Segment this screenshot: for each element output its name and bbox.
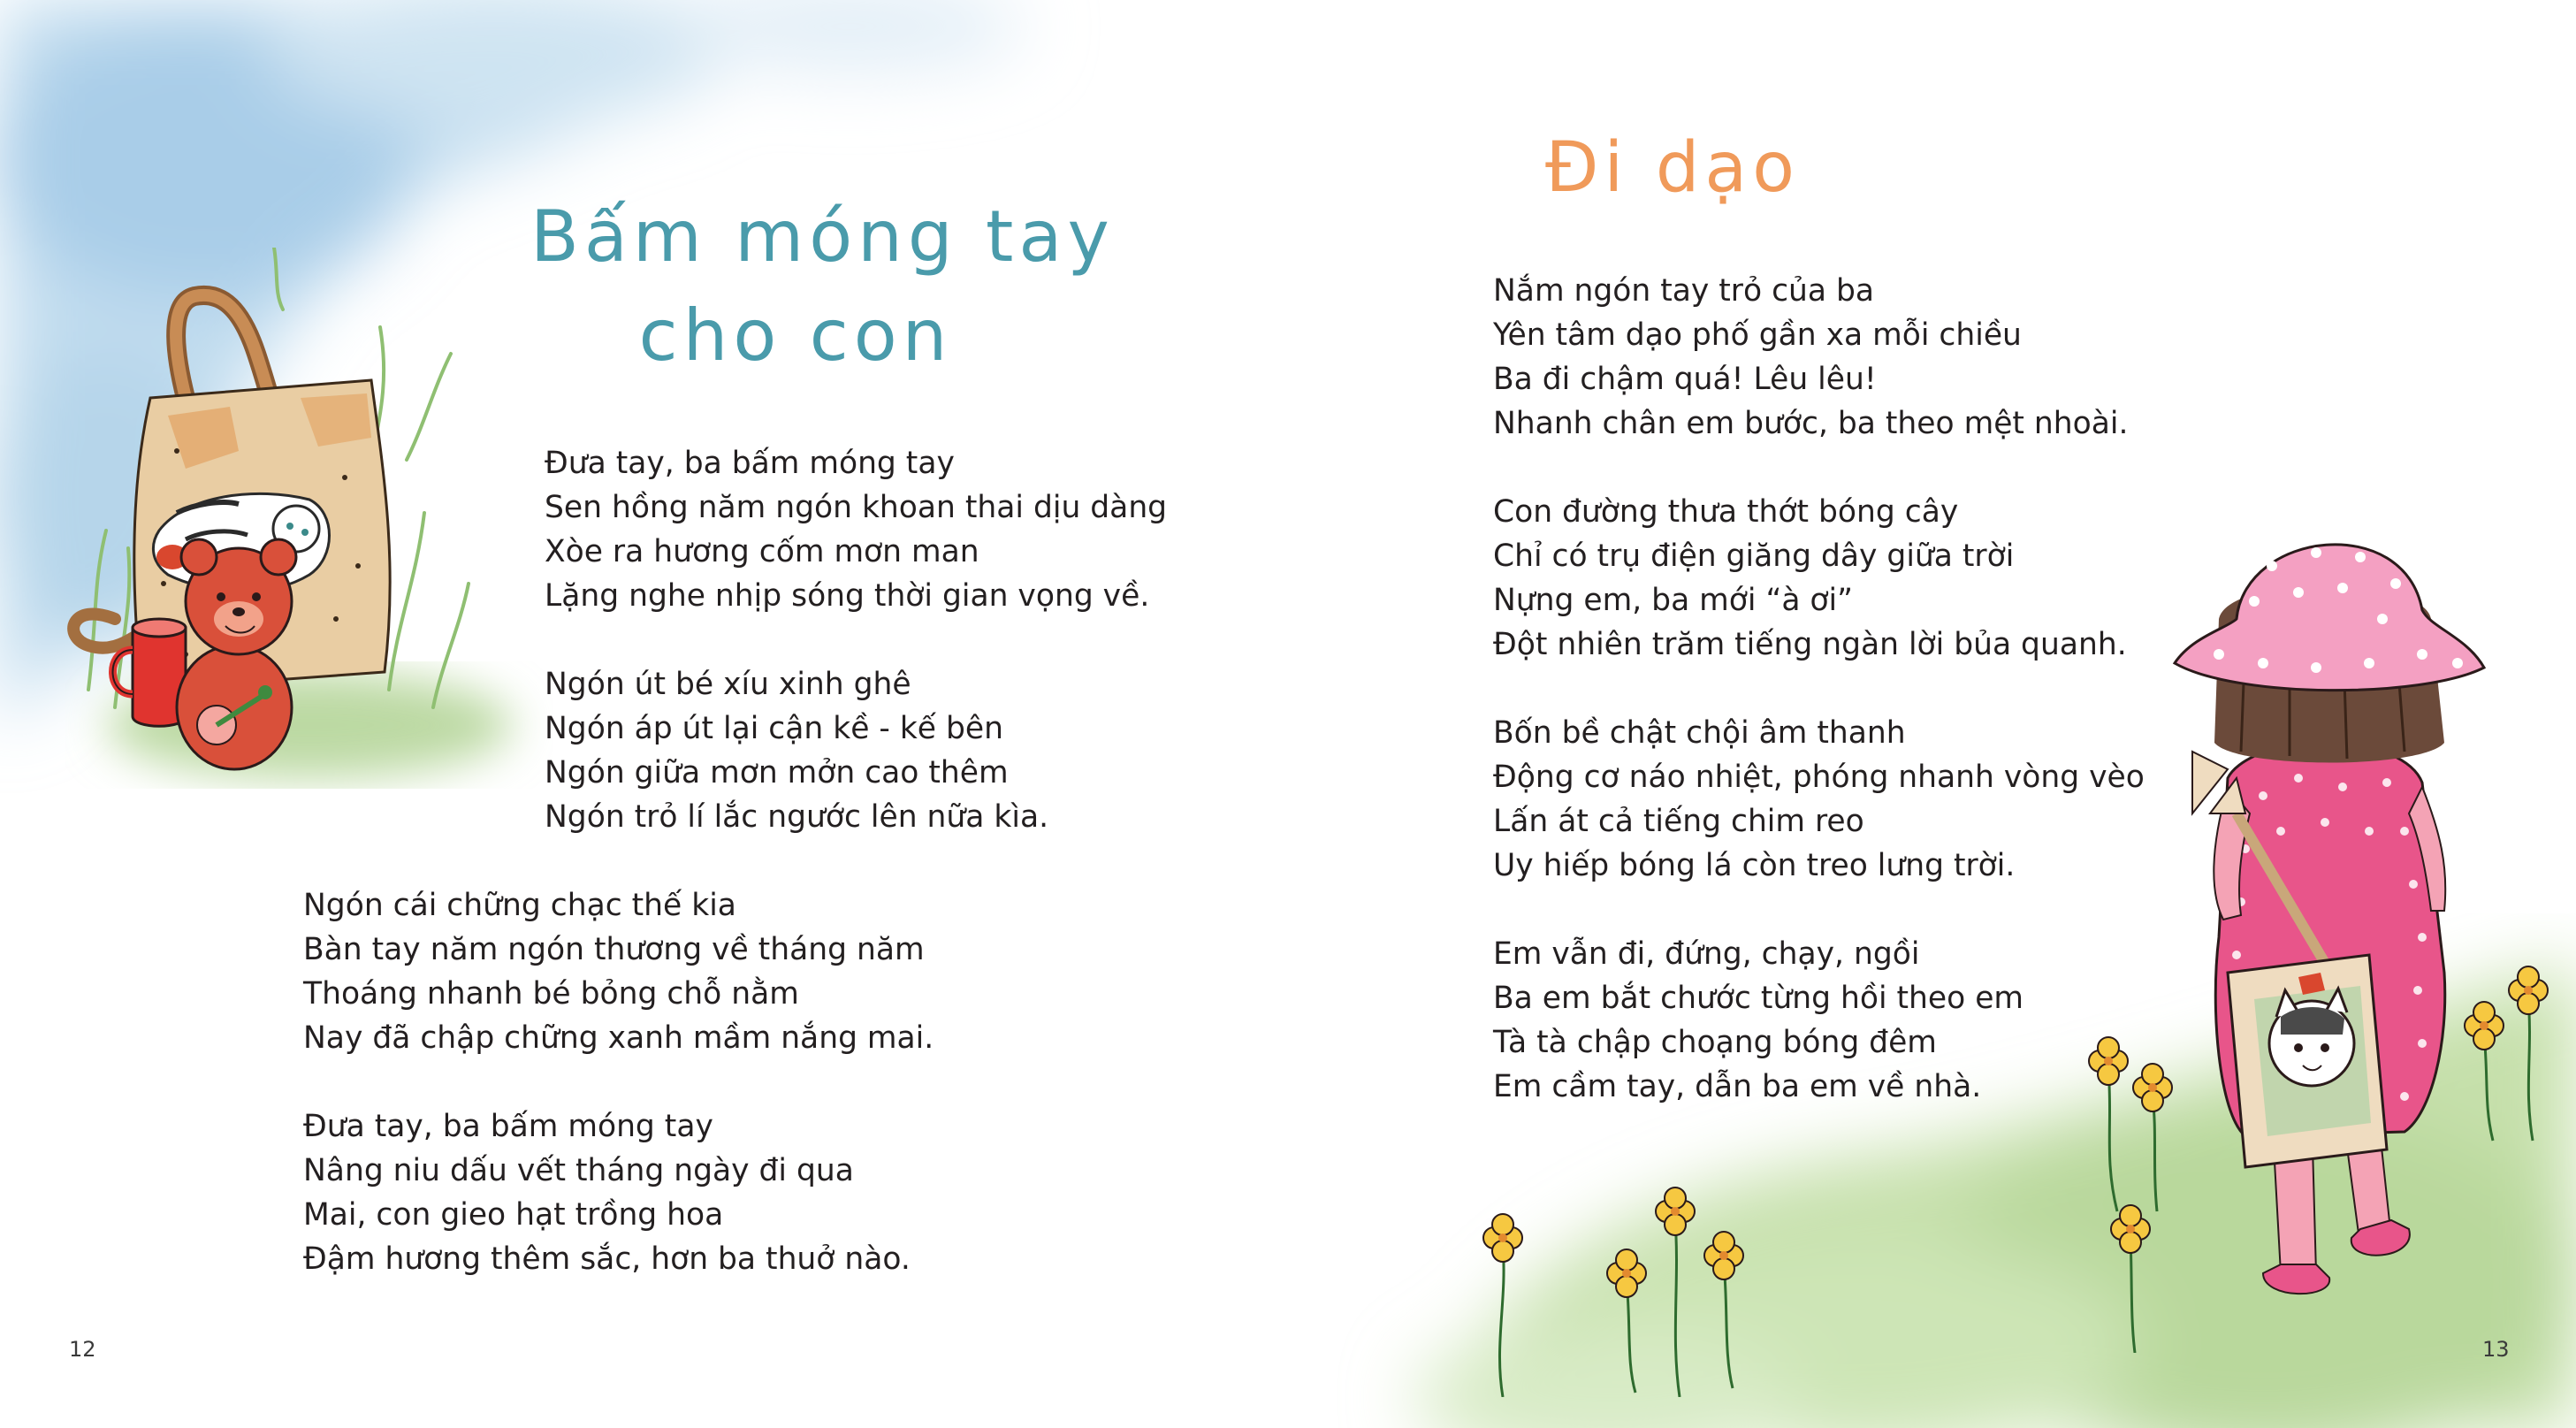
- poem-line: Đậm hương thêm sắc, hơn ba thuở nào.: [303, 1241, 911, 1277]
- left-stanza-3: [303, 883, 934, 1060]
- poem-line: Con đường thưa thớt bóng cây: [1493, 494, 1959, 530]
- poem-line: Đột nhiên trăm tiếng ngàn lời bủa quanh.: [1493, 627, 2127, 662]
- poem-line: Ngón cái chững chạc thế kia: [303, 888, 736, 923]
- right-poem: [1493, 269, 2145, 1109]
- poem-line: Ngón út bé xíu xinh ghê: [545, 667, 911, 702]
- poem-line: Lấn át cả tiếng chim reo: [1493, 804, 1864, 839]
- poem-line: Bàn tay năm ngón thương về tháng năm: [303, 932, 925, 967]
- left-stanza-4: [303, 1104, 934, 1281]
- yellow-flowers: [1483, 1187, 1743, 1297]
- left-poem-upper: [545, 441, 1167, 839]
- flower-cluster-right-2: [2440, 955, 2572, 1149]
- tote-bag-illustration: [53, 248, 513, 822]
- girl-bag-cat: [2254, 973, 2371, 1136]
- right-stanza-1: [1493, 269, 2145, 446]
- poem-line: Tà tà chập choạng bóng đêm: [1493, 1025, 1937, 1060]
- poem-line: Nắm ngón tay trỏ của ba: [1493, 273, 1875, 309]
- poem-line: Ba em bắt chước từng hồi theo em: [1493, 981, 2024, 1016]
- right-stanza-3: [1493, 711, 2145, 888]
- poem-line: Ngón áp út lại cận kề - kế bên: [545, 711, 1003, 746]
- poem-line: Nựng em, ba mới “à ơi”: [1493, 583, 1853, 618]
- poem-line: Sen hồng năm ngón khoan thai dịu dàng: [545, 490, 1168, 525]
- right-poem-title: Đi dạo: [1545, 128, 1800, 208]
- left-poem-lower: [303, 883, 934, 1281]
- poem-line: Uy hiếp bóng lá còn treo lưng trời.: [1493, 848, 2016, 883]
- poem-line: Thoáng nhanh bé bỏng chỗ nằm: [303, 976, 799, 1012]
- poem-line: Xòe ra hương cốm mơn man: [545, 534, 979, 569]
- poem-line: Em vẫn đi, đứng, chạy, ngồi: [1493, 936, 1920, 972]
- poem-line: Em cầm tay, dẫn ba em về nhà.: [1493, 1069, 1982, 1104]
- poem-line: Chỉ có trụ điện giăng dây giữa trời: [1493, 538, 2015, 574]
- right-page-number: 13: [2482, 1337, 2510, 1362]
- poem-line: Đưa tay, ba bấm móng tay: [303, 1109, 713, 1144]
- left-title-line-2: cho con: [638, 294, 953, 377]
- poem-line: Nhanh chân em bước, ba theo mệt nhoài.: [1493, 406, 2129, 441]
- poem-line: Nâng niu dấu vết tháng ngày đi qua: [303, 1153, 854, 1188]
- right-stanza-4: [1493, 932, 2145, 1109]
- left-stanza-1: [545, 441, 1167, 618]
- poem-line: Nay đã chập chững xanh mầm nắng mai.: [303, 1020, 934, 1056]
- poem-line: Đưa tay, ba bấm móng tay: [545, 446, 955, 481]
- poem-line: Ngón trỏ lí lắc ngước lên nữa kìa.: [545, 799, 1049, 835]
- poem-line: Động cơ náo nhiệt, phóng nhanh vòng vèo: [1493, 760, 2145, 795]
- poem-line: Bốn bề chật chội âm thanh: [1493, 715, 1906, 751]
- poem-line: Ngón giữa mơn mởn cao thêm: [545, 755, 1009, 790]
- poem-line: Ba đi chậm quá! Lêu lêu!: [1493, 362, 1877, 397]
- left-poem-title: [530, 187, 1115, 386]
- right-stanza-2: [1493, 490, 2145, 667]
- left-title-line-1: Bấm móng tay: [530, 195, 1115, 278]
- poem-line: Lặng nghe nhịp sóng thời gian vọng về.: [545, 578, 1150, 614]
- left-stanza-2: [545, 662, 1167, 839]
- left-page-number: 12: [69, 1337, 96, 1362]
- poem-line: Mai, con gieo hạt trồng hoa: [303, 1197, 724, 1233]
- flower-cluster-center: [1459, 1132, 1795, 1397]
- poem-line: Yên tâm dạo phố gần xa mỗi chiều: [1493, 317, 2022, 353]
